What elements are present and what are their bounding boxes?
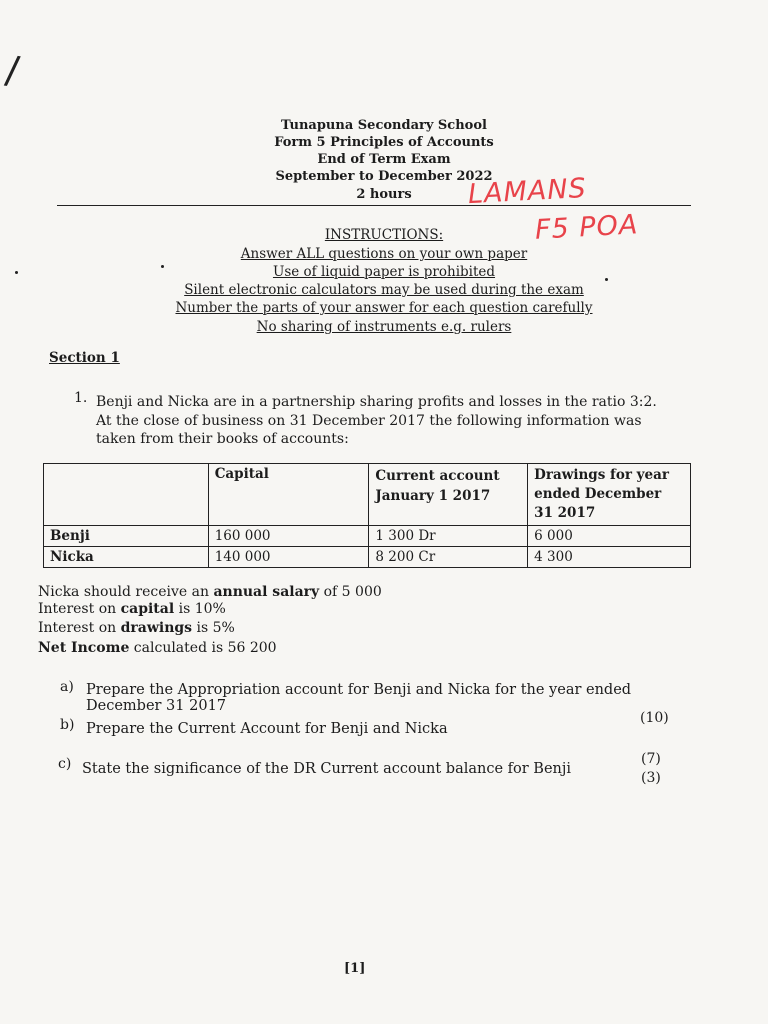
exam-duration: 2 hours [356, 187, 412, 202]
table-cell: 140 000 [208, 547, 369, 568]
exam-term: September to December 2022 [275, 169, 493, 184]
fact-post: calculated is 56 200 [129, 640, 277, 656]
part-marks: (10) [640, 710, 669, 726]
table-header-cell [44, 464, 209, 526]
fact-bold: Net Income [38, 640, 130, 656]
fact-post: is 10% [174, 601, 226, 617]
table-header-row [44, 464, 691, 526]
header-rule [57, 205, 691, 206]
fact-bold: annual salary [213, 584, 320, 600]
instruction-item: Answer ALL questions on your own paper [240, 246, 528, 262]
fact-post: is 5% [192, 620, 235, 636]
handwritten-note-line1: LAMANS [467, 172, 588, 211]
fact-bold: capital [120, 601, 175, 617]
school-name: Tunapuna Secondary School [281, 118, 487, 133]
fact-bold: drawings [120, 620, 193, 636]
part-label: c) [58, 756, 72, 772]
table-row [44, 526, 691, 547]
instruction-item: Number the parts of your answer for each question carefully [175, 300, 593, 316]
partner-balances-table [43, 463, 691, 568]
fact-line [38, 600, 226, 618]
table-cell: 1 300 Dr [369, 526, 528, 547]
instruction-item: Silent electronic calculators may be used during the exam [184, 282, 584, 298]
part-text-continued: December 31 2017 [86, 698, 227, 714]
instruction-item: Use of liquid paper is prohibited [272, 264, 496, 280]
stray-dot [605, 278, 608, 281]
stray-dot [161, 265, 164, 268]
table-cell: 8 200 Cr [369, 547, 528, 568]
question-intro-line: Benji and Nicka are in a partnership sharing profits and losses in the ratio 3:2. [96, 394, 657, 410]
fact-pre: Nicka should receive an [38, 584, 214, 600]
table-cell: Nicka [44, 547, 209, 568]
fact-line [38, 639, 277, 657]
table-row [44, 547, 691, 568]
exam-title: End of Term Exam [317, 152, 451, 167]
section-heading: Section 1 [49, 350, 120, 366]
fact-line [38, 619, 235, 637]
instructions-title: INSTRUCTIONS: [324, 227, 444, 243]
handwritten-note-line2: F5 POA [534, 209, 640, 246]
part-text: Prepare the Appropriation account for Benji and Nicka for the year ended [86, 682, 632, 698]
part-label: a) [60, 679, 74, 695]
question-intro-line: At the close of business on 31 December 2017 the following information was [96, 413, 642, 429]
fact-pre: Interest on [38, 620, 121, 636]
part-marks: (3) [641, 770, 661, 786]
page-number: [1] [344, 961, 366, 976]
fact-post: of 5 000 [319, 584, 382, 600]
question-intro-line: taken from their books of accounts: [96, 431, 349, 447]
part-text: State the significance of the DR Current account balance for Benji [82, 761, 571, 777]
table-header-cell: Capital [208, 464, 369, 526]
table-header-cell: Current account January 1 2017 [369, 464, 528, 526]
table-cell: 160 000 [208, 526, 369, 547]
subject-title: Form 5 Principles of Accounts [274, 135, 494, 150]
part-label: b) [60, 717, 75, 733]
part-text: Prepare the Current Account for Benji and Nicka [86, 721, 448, 737]
fact-line [38, 583, 382, 601]
margin-mark: / [3, 47, 22, 93]
table-cell: Benji [44, 526, 209, 547]
table-header-cell: Drawings for year ended December 31 2017 [528, 464, 691, 526]
table-cell: 6 000 [528, 526, 691, 547]
stray-dot [15, 271, 18, 274]
table-cell: 4 300 [528, 547, 691, 568]
question-number: 1. [74, 390, 88, 406]
fact-pre: Interest on [38, 601, 121, 617]
part-marks: (7) [641, 751, 661, 767]
instruction-item: No sharing of instruments e.g. rulers [256, 319, 512, 335]
